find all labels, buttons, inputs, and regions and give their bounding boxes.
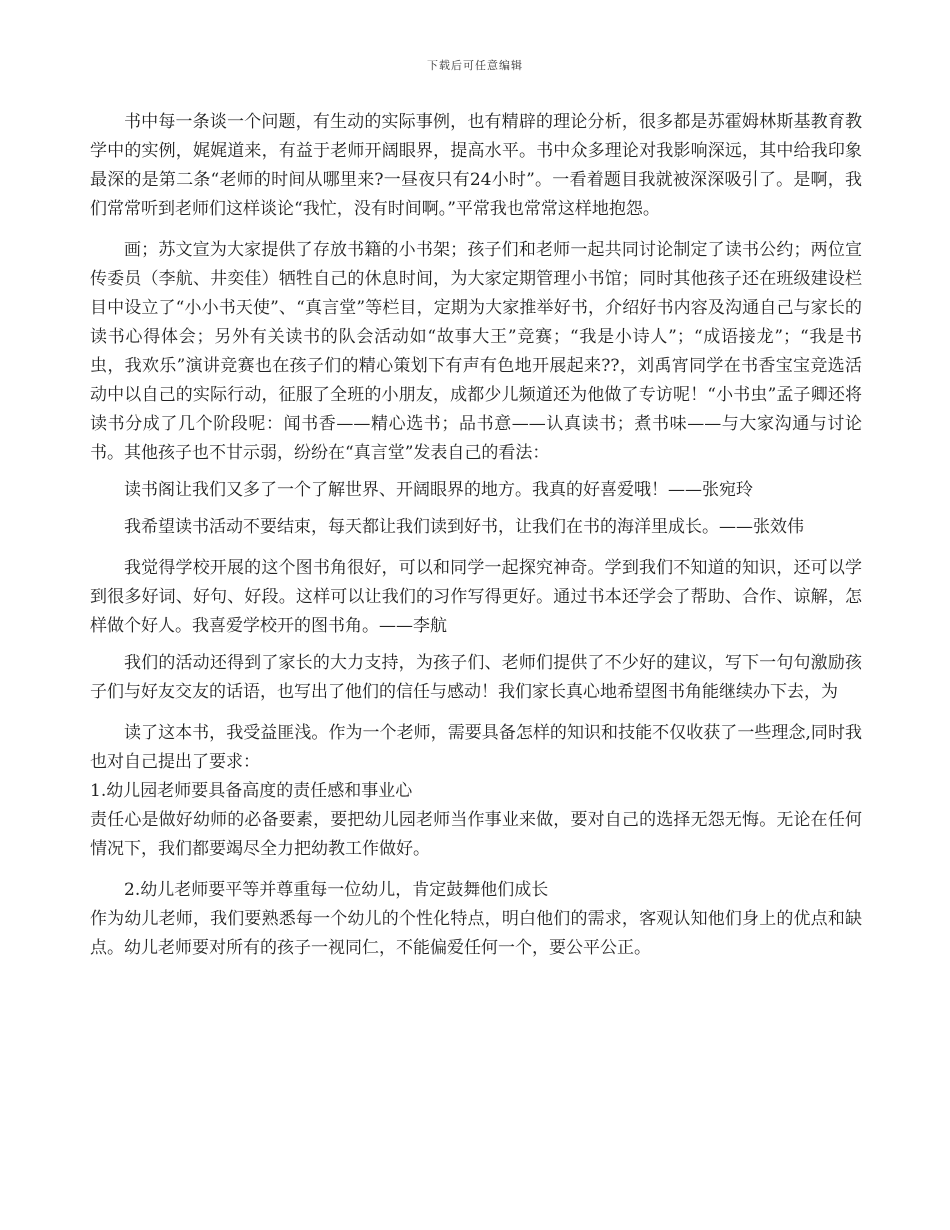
paragraph-point-2: 作为幼儿老师，我们要熟悉每一个幼儿的个性化特点，明白他们的需求，客观认知他们身上的优点和缺点。幼儿老师要对所有的孩子一视同仁，不能偏爱任何一个，要公平公正。 [90,909,862,958]
paragraph-quote-zhang-wanling: 读书阁让我们又多了一个了解世界、开阔眼界的地方。我真的好喜爱哦！——张宛玲 [124,480,753,500]
paragraph-reflection: 读了这本书，我受益匪浅。作为一个老师，需要具备怎样的知识和技能不仅收获了一些理念,同时我也对自己提出了要求： [90,723,862,772]
heading-point-1: 1.幼儿园老师要具备高度的责任感和事业心 [90,781,413,801]
paragraph-point-1: 责任心是做好幼师的必备要素，要把幼儿园老师当作事业来做，要对自己的选择无怨无悔。无论在任何情况下，我们都要竭尽全力把幼教工作做好。 [90,810,862,859]
heading-point-2: 2.幼儿老师要平等并尊重每一位幼儿，肯定鼓舞他们成长 [124,880,549,900]
paragraph-parent-support: 我们的活动还得到了家长的大力支持，为孩子们、老师们提供了不少好的建议，写下一句句激励孩子们与好友交友的话语，也写出了他们的信任与感动！我们家长真心地希望图书角能继续办下去，为 [90,653,862,702]
document-body [90,108,862,963]
paragraph-quote-zhang-xiaowei: 我希望读书活动不要结束，每天都让我们读到好书，让我们在书的海洋里成长。——张效伟 [124,517,804,537]
paragraph-book-intro: 书中每一条谈一个问题，有生动的实际事例，也有精辟的理论分析，很多都是苏霍姆林斯基教育教学中的实例，娓娓道来，有益于老师开阔眼界，提高水平。书中众多理论对我影响深远，其中给我印象最深的是第二条“老师的时间从哪里来?一昼夜只有24小时”。一看着题目我就被深深吸引了。是啊，我们常常听到老师们这样谈论“我忙，没有时间啊。”平常我也常常这样地抱怨。 [90,112,862,219]
page-header: 下载后可任意编辑 [427,59,523,72]
paragraph-quote-li-hang: 我觉得学校开展的这个图书角很好，可以和同学一起探究神奇。学到我们不知道的知识，还可以学到很多好词、好句、好段。这样可以让我们的习作写得更好。通过书本还学会了帮助、合作、谅解，怎样做个好人。我喜爱学校开的图书角。——李航 [90,558,862,636]
paragraph-reading-activities: 画；苏文宣为大家提供了存放书籍的小书架；孩子们和老师一起共同讨论制定了读书公约；两位宣传委员（李航、井奕佳）牺牲自己的休息时间，为大家定期管理小书馆；同时其他孩子还在班级建设栏目中设立了“小小书天使”、“真言堂”等栏目，定期为大家推举好书，介绍好书内容及沟通自己与家长的读书心得体会；另外有关读书的队会活动如“故事大王”竞赛；“我是小诗人”；“成语接龙”；“我是书虫，我欢乐”演讲竞赛也在孩子们的精心策划下有声有色地开展起来??，刘禹宵同学在书香宝宝竞选活动中以自己的实际行动，征服了全班的小朋友，成都少儿频道还为他做了专访呢！“小书虫”孟子卿还将读书分成了几个阶段呢：闻书香——精心选书；品书意——认真读书；煮书味——与大家沟通与讨论书。其他孩子也不甘示弱，纷纷在“真言堂”发表自己的看法： [90,240,862,463]
